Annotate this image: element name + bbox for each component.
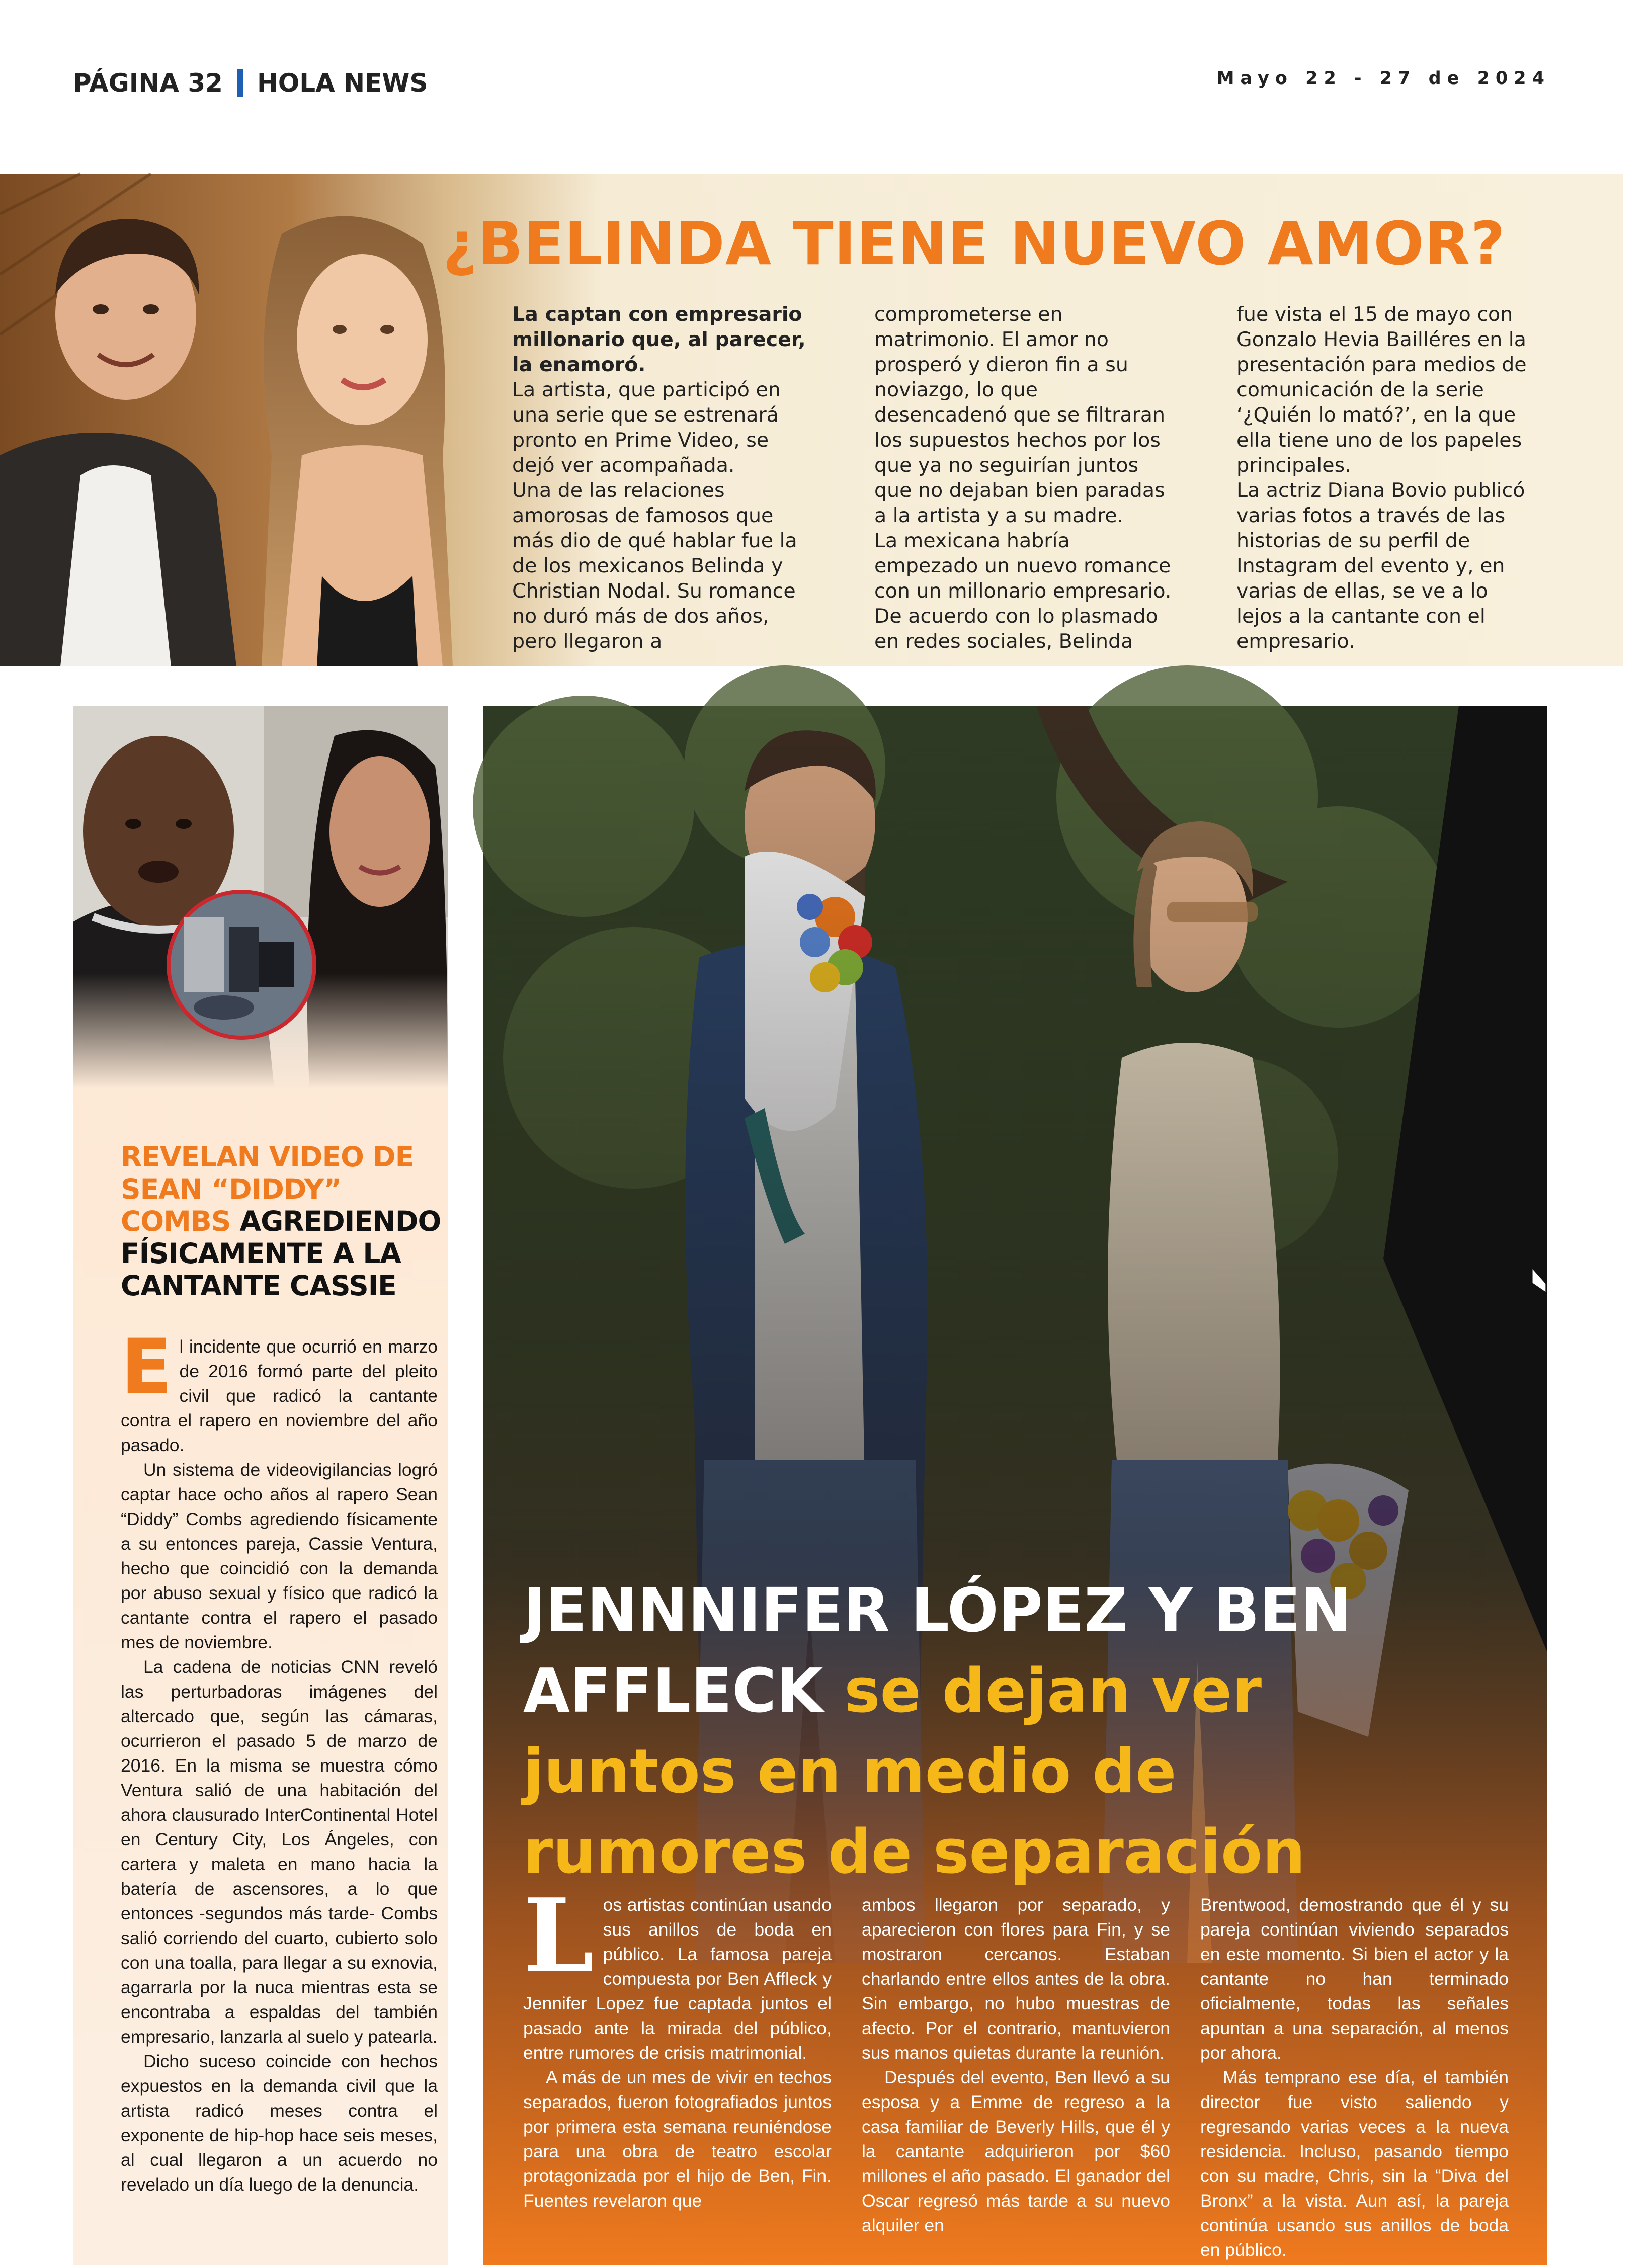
belinda-column-1 <box>512 302 814 654</box>
jlo-affleck-article <box>483 706 1650 2265</box>
headline-white: JENNNIFER LÓPEZ Y BEN AFFLECK <box>523 1576 1352 1726</box>
feature-column-1 <box>523 1877 832 2262</box>
paragraph: fue vista el 15 de mayo con Gonzalo Hevia Bailléres en la presentación para medios de comunicación de la serie ‘¿Quién lo mató?’, en la que ella tiene uno de los papeles principales. <box>1236 303 1527 477</box>
belinda-article <box>0 174 1623 666</box>
paragraph: Después del evento, Ben llevó a su esposa y a Emme de regreso a la casa familiar de Beverly Hills, que él y la cantante adquirieron por $60 millones el año pasado. El ganador del Oscar regresó más tarde a su nuevo alquiler en <box>862 2067 1170 2235</box>
belinda-body <box>512 302 1548 654</box>
paragraph: comprometerse en matrimonio. El amor no prosperó y dieron fin a su noviazgo, lo que desencadenó que se filtraran los supuestos hechos por los que ya no seguirían juntos que no dejaban bien paradas a la artista y a su madre. <box>874 303 1166 527</box>
belinda-column-2 <box>874 302 1176 654</box>
paragraph: Brentwood, demostrando que él y su pareja continúan viviendo separados en este momento. Si bien el actor y la cantante no han terminado oficialmente, todas las señales apuntan a una separación, al menos por ahora. <box>1200 1895 1509 2063</box>
paragraph: La mexicana habría empezado un nuevo romance con un millonario empresario. De acuerdo con lo plasmado en redes sociales, Belinda <box>874 529 1172 653</box>
feature-column-3 <box>1200 1893 1509 2262</box>
diddy-body <box>121 1323 438 2197</box>
section-name: HOLA NEWS <box>257 68 428 98</box>
paragraph: La artista, que participó en una serie que se estrenará pronto en Prime Video, se dejó ver acompañada. <box>512 378 781 477</box>
drop-cap: L <box>523 1877 594 1995</box>
headline-yellow: se dejan ver juntos en medio de rumores de separación <box>523 1656 1305 1887</box>
paragraph: La cadena de noticias CNN reveló las perturbadoras imágenes del altercado que, según las cámaras, ocurrieron el pasado 5 de marzo de 2016. En la misma se muestra cómo Ventura salió de una habitación del ahora clausurado InterContinental Hotel en Century City, Los Ángeles, con cartera y maleta en mano hacia la batería de ascensores, a lo que entonces -segundos más tarde- Combs salió corriendo del cuarto, cubierto solo con una toalla, para llegar a su exnovia, agarrarla por la nuca mientras esta se encontraba a espaldas del también empresario, lanzarla al suelo y patearla. <box>121 1657 438 2047</box>
diddy-cassie-photo <box>73 706 448 1088</box>
paragraph: El incidente que ocurrió en marzo de 2016 formó parte del pleito civil que radicó la cantante contra el rapero en noviembre del año pasado. <box>121 1323 438 1455</box>
drop-cap: E <box>121 1323 173 1411</box>
belinda-column-3 <box>1236 302 1538 654</box>
paragraph: Más temprano ese día, el también director fue visto saliendo y regresando varias veces a la nueva residencia. Incluso, pasando tiempo con su madre, Chris, sin la “Diva del Bronx” a la vista. Aun así, la pareja continúa usando sus anillos de boda en público. <box>1200 2067 1509 2260</box>
jlo-affleck-body <box>523 1877 1509 2262</box>
paragraph: ambos llegaron por separado, y aparecieron con flores para Fin, y se mostraron cercanos. Estaban charlando entre ellos antes de la obra. Sin embargo, no hubo muestras de afecto. Por el contrario, mantuvieron sus manos quietas durante la reunión. <box>862 1895 1170 2063</box>
page-header <box>73 65 428 101</box>
diddy-headline-rest: AGREDIENDO FÍSICAMENTE A LA CANTANTE CASSIE <box>121 1205 441 1302</box>
paragraph: A más de un mes de vivir en techos separados, fueron fotografiados juntos por primera esta semana reuniéndose para una obra de teatro escolar protagonizada por el hijo de Ben, Fin. Fuentes revelaron que <box>523 2067 832 2211</box>
diddy-article <box>73 706 448 2265</box>
farandula-section-tag: FARÁNDULA <box>1532 803 1650 1561</box>
paragraph: Una de las relaciones amorosas de famosos que más dio de qué hablar fue la de los mexicanos Belinda y Christian Nodal. Su romance no duró más de dos años, pero llegaron a <box>512 479 797 653</box>
page-number: PÁGINA 32 <box>73 68 223 98</box>
paragraph: La actriz Diana Bovio publicó varias fotos a través de las historias de su perfil de Instagram del evento y, en varias de ellas, se ve a lo lejos a la cantante con el empresario. <box>1236 479 1525 653</box>
paragraph: Los artistas continúan usando sus anillos de boda en público. La famosa pareja compuesta por Ben Affleck y Jennifer Lopez fue captada juntos el pasado ante la mirada del público, entre rumores de crisis matrimonial. <box>523 1877 832 2063</box>
diddy-headline <box>121 1141 443 1302</box>
paragraph: Dicho suceso coincide con hechos expuestos en la demanda civil que la artista radicó meses contra el exponente de hip-hop hace seis meses, al cual llegaron a un acuerdo no revelado un día luego de la denuncia. <box>121 2051 438 2195</box>
diddy-headline-highlight: REVELAN VIDEO DE SEAN “DIDDY” COMBS <box>121 1141 414 1237</box>
jlo-affleck-headline <box>523 1571 1479 1893</box>
header-divider <box>237 69 243 97</box>
feature-column-2 <box>862 1893 1170 2262</box>
paragraph: Un sistema de videovigilancias logró captar hace ocho años al rapero Sean “Diddy” Combs agrediendo físicamente a su entonces pareja, Cassie Ventura, hecho que coincidió con la demanda por abuso sexual y físico que radicó la cantante contra el rapero el pasado mes de noviembre. <box>121 1460 438 1652</box>
belinda-couple-photo <box>0 174 483 666</box>
issue-date: Mayo 22 - 27 de 2024 <box>1216 68 1550 89</box>
farandula-tag-background <box>1383 706 1547 1651</box>
belinda-lede: La captan con empresario millonario que, al parecer, la enamoró. <box>512 303 806 376</box>
belinda-headline: ¿BELINDA TIENE NUEVO AMOR? <box>443 209 1506 278</box>
